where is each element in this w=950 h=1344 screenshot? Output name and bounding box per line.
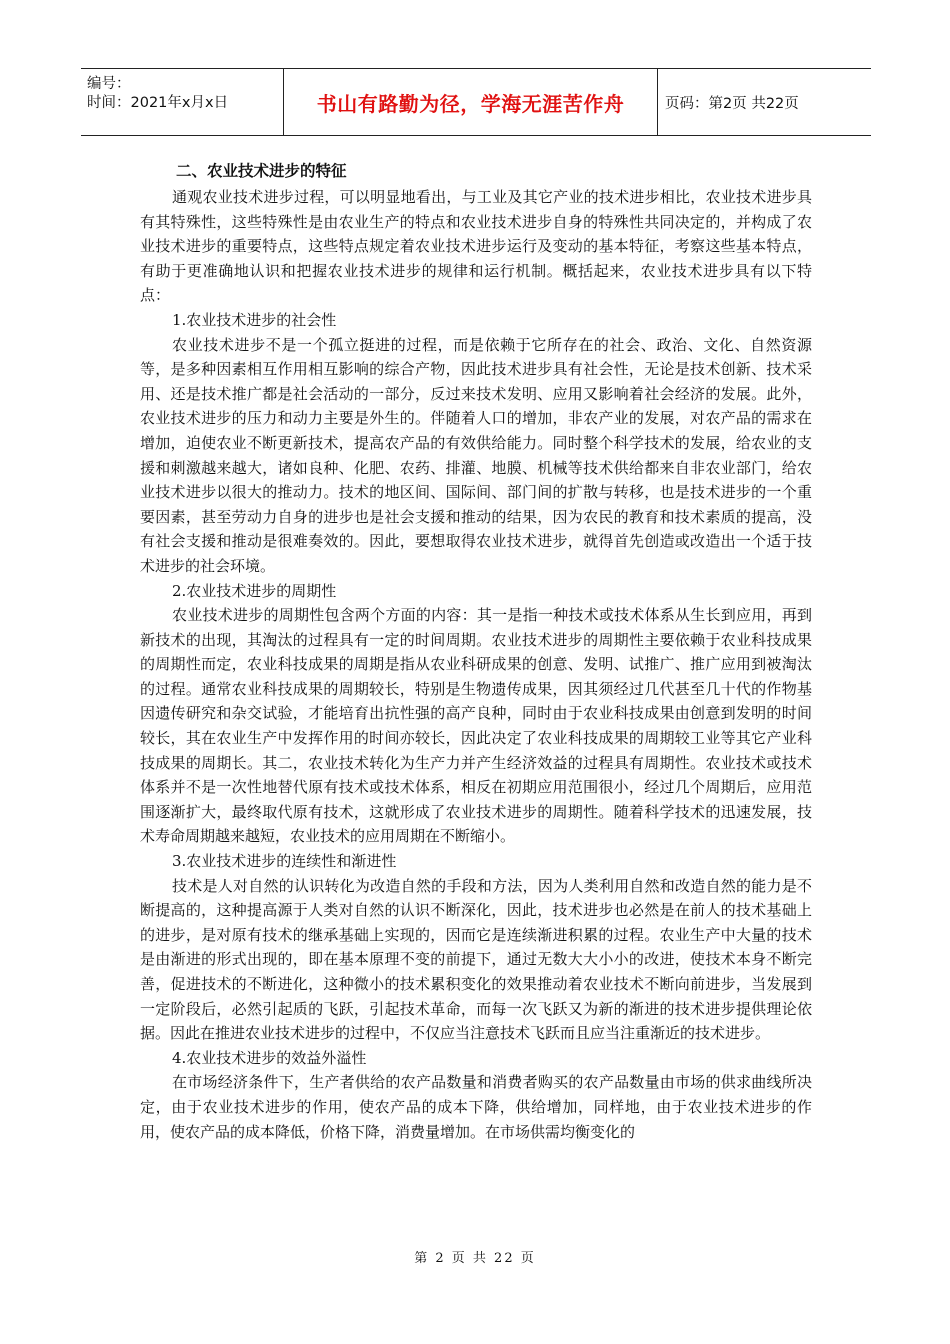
number-label: 编号： — [87, 76, 131, 92]
time-label: 时间：2021年x月x日 — [87, 95, 229, 111]
item-paragraph-4: 在市场经济条件下，生产者供给的农产品数量和消费者购买的农产品数量由市场的供求曲线所决定，由于农业技术进步的作用，使农产品的成本下降，供给增加，同样地，由于农业技术进步的作用，使农产品的成本降低，价格下降，消费量增加。在市场供需均衡变化的 — [140, 1073, 812, 1141]
header-page-info: 页码：第2页 共22页 — [665, 95, 799, 112]
item-heading-4: 4.农业技术进步的效益外溢性 — [172, 1048, 367, 1067]
item-paragraph-3: 技术是人对自然的认识转化为改造自然的手段和方法，因为人类利用自然和改造自然的能力是不断提高的，这种提高源于人类对自然的认识不断深化，因此，技术进步也必然是在前人的技术基础上的进步，是对原有技术的继承基础上实现的，因而它是连续渐进积累的过程。农业生产中大量的技术是由渐进的形式出现的，即在基本原理不变的前提下，通过无数大大小小的改进，使技术本身不断完善，促进技术的不断进化，这种微小的技术累积变化的效果推动着农业技术不断向前进步，当发展到一定阶段后，必然引起质的飞跃，引起技术革命，而每一次飞跃又为新的渐进的技术进步提供理论依据。因此在推进农业技术进步的过程中，不仅应当注意技术飞跃而且应当注重渐近的技术进步。 — [140, 876, 812, 1043]
header-meta-cell — [81, 69, 284, 135]
document-header — [81, 68, 871, 136]
item-paragraph-1: 农业技术进步不是一个孤立挺进的过程，而是依赖于它所存在的社会、政治、文化、自然资源等，是多种因素相互作用相互影响的综合产物，因此技术进步具有社会性，无论是技术创新、技术采用、还是技术推广都是社会活动的一部分，反过来技术发明、应用又影响着社会经济的发展。此外，农业技术进步的压力和动力主要是外生的。伴随着人口的增加，非农产业的发展，对农产品的需求在增加，迫使农业不断更新技术，提高农产品的有效供给能力。同时整个科学技术的发展，给农业的支援和刺激越来越大，诸如良种、化肥、农药、排灌、地膜、机械等技术供给都来自非农业部门，给农业技术进步以很大的推动力。技术的地区间、国际间、部门间的扩散与转移，也是技术进步的一个重要因素，甚至劳动力自身的进步也是社会支援和推动的结果，因为农民的教育和技术素质的提高，没有社会支援和推动是很难奏效的。因此，要想取得农业技术进步，就得首先创造或改造出一个适于技术进步的社会环境。 — [140, 335, 812, 575]
item-heading-1: 1.农业技术进步的社会性 — [172, 310, 337, 329]
item-heading-2: 2.农业技术进步的周期性 — [172, 581, 337, 600]
item-paragraph-2: 农业技术进步的周期性包含两个方面的内容：其一是指一种技术或技术体系从生长到应用，再到新技术的出现，其淘汰的过程具有一定的时间周期。农业技术进步的周期性主要依赖于农业科技成果的周期性而定，农业科技成果的周期是指从农业科研成果的创意、发明、试推广、推广应用到被淘汰的过程。通常农业科技成果的周期较长，特别是生物遗传成果，因其须经过几代甚至几十代的作物基因遗传研究和杂交试验，才能培育出抗性强的高产良种，同时由于农业科技成果由创意到发明的时间较长，其在农业生产中发挥作用的时间亦较长，因此决定了农业科技成果的周期较工业等其它产业科技成果的周期长。其二，农业技术转化为生产力并产生经济效益的过程具有周期性。农业技术或技术体系并不是一次性地替代原有技术或技术体系，相反在初期应用范围很小，经过几个周期后，应用范围逐渐扩大，最终取代原有技术，这就形成了农业技术进步的周期性。随着科学技术的迅速发展，技术寿命周期越来越短，农业技术的应用周期在不断缩小。 — [140, 606, 812, 846]
section-title: 二、农业技术进步的特征 — [176, 162, 347, 180]
page-footer: 第 2 页 共 22 页 — [414, 1251, 536, 1266]
header-motto: 书山有路勤为径，学海无涯苦作舟 — [284, 69, 658, 135]
item-heading-3: 3.农业技术进步的连续性和渐进性 — [172, 852, 397, 871]
intro-paragraph: 通观农业技术进步过程，可以明显地看出，与工业及其它产业的技术进步相比，农业技术进步具有其特殊性，这些特殊性是由农业生产的特点和农业技术进步自身的特殊性共同决定的，并构成了农业技术进步的重要特点，这些特点规定着农业技术进步运行及变动的基本特征，考察这些基本特点，有助于更准确地认识和把握农业技术进步的规律和运行机制。概括起来，农业技术进步具有以下特点： — [140, 188, 812, 305]
document-body — [140, 158, 812, 1144]
